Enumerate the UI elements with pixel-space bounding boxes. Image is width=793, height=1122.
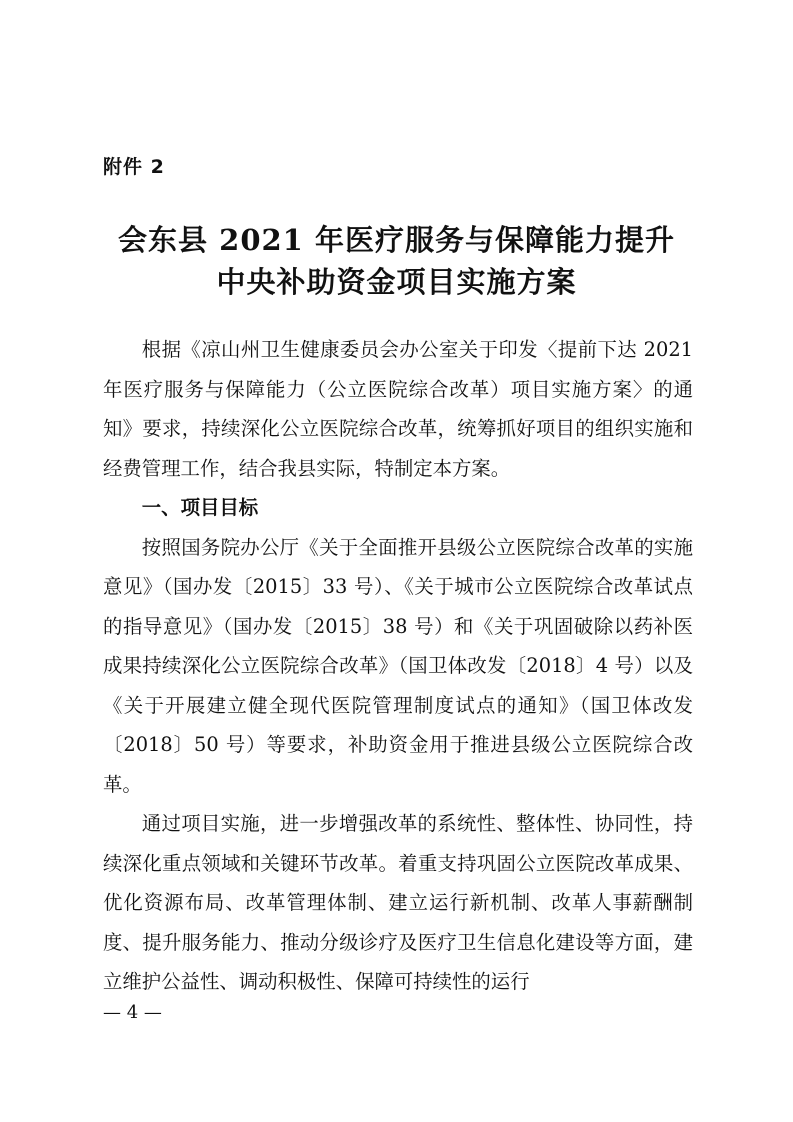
document-title-line2: 中央补助资金项目实施方案 (216, 265, 577, 299)
document-body (103, 330, 693, 1002)
section-heading-project-goals: 一、项目目标 (141, 496, 259, 519)
attachment-label: 附件 2 (103, 156, 165, 178)
document-title-line1: 会东县 2021 年医疗服务与保障能力提升 (118, 223, 675, 257)
intro-paragraph: 根据《凉山州卫生健康委员会办公室关于印发〈提前下达 2021 年医疗服务与保障能力（公立医院综合改革）项目实施方案〉的通知》要求，持续深化公立医院综合改革，统筹抓好项目的组织实施和经费管理工作，结合我县实际，特制定本方案。 (103, 338, 693, 480)
page-number: — 4 — (103, 1002, 162, 1023)
goals-paragraph-2: 通过项目实施，进一步增强改革的系统性、整体性、协同性，持续深化重点领域和关键环节改革。着重支持巩固公立医院改革成果、优化资源布局、改革管理体制、建立运行新机制、改革人事薪酬制度、提升服务能力、推动分级诊疗及医疗卫生信息化建设等方面，建立维护公益性、调动积极性、保障可持续性的运行 (103, 812, 693, 993)
goals-paragraph-1: 按照国务院办公厅《关于全面推开县级公立医院综合改革的实施意见》（国办发〔2015〕33 号）、《关于城市公立医院综合改革试点的指导意见》（国办发〔2015〕38 号）和《关于巩固破除以药补医成果持续深化公立医院综合改革》（国卫体改发〔2018〕4 号）以及《关于开展建立健全现代医院管理制度试点的通知》（国卫体改发〔2018〕50 号）等要求，补助资金用于推进县级公立医院综合改革。 (103, 535, 693, 796)
